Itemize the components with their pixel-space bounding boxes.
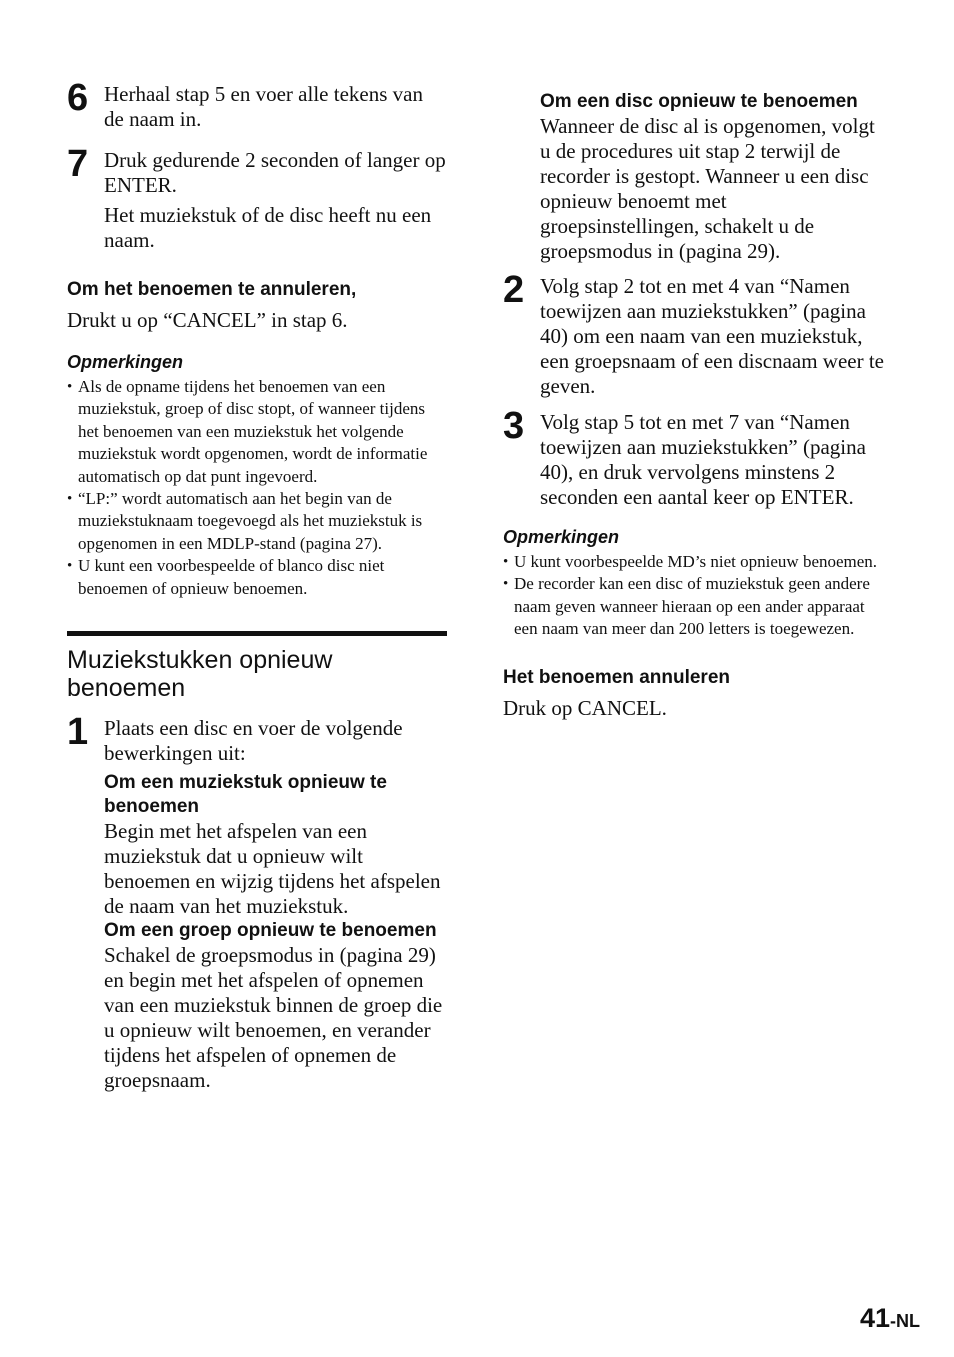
note-item: • De recorder kan een disc of muziekstuk geen andere naam geven wanneer hieraan op een ander apparaat een naam van meer dan 200 letters is toegewezen.	[503, 573, 888, 640]
step-3-text: Volg stap 5 tot en met 7 van “Namen toewijzen aan muziekstukken” (pagina 40), en druk vervolgens minstens 2 seconden een aantal keer op ENTER.	[540, 410, 866, 509]
step-3-number: 3	[503, 405, 525, 447]
step-3	[503, 405, 888, 510]
cancel-rename-heading: Het benoemen annuleren	[503, 666, 730, 688]
notes-list	[67, 376, 447, 600]
step-6	[67, 77, 447, 132]
notes-heading: Opmerkingen	[503, 527, 620, 547]
cancel-text: Drukt u op “CANCEL” in stap 6.	[67, 308, 348, 332]
section-title-line-2: benoemen	[67, 674, 186, 703]
step-1	[67, 711, 447, 1093]
cancel-heading: Om het benoemen te annuleren,	[67, 279, 357, 300]
rename-disc-text: Wanneer de disc al is opgenomen, volgt u de procedures uit stap 2 terwijl de recorder is gestopt. Wanneer u een disc opnieuw benoemt met groepsinstellingen, schakelt u de groepsmodus in (pagina 29).	[540, 114, 875, 263]
page-number	[860, 1301, 920, 1338]
step-6-text: Herhaal stap 5 en voer alle tekens van de naam in.	[104, 82, 423, 131]
section-title-line-1: Muziekstukken opnieuw	[67, 646, 333, 675]
step-7	[67, 143, 447, 253]
notes-list	[503, 551, 888, 641]
rename-group-heading: Om een groep opnieuw te benoemen	[104, 920, 437, 942]
note-item: • “LP:” wordt automatisch aan het begin van de muziekstuknaam toegevoegd als het muziekstuk is opgenomen in een MDLP-stand (pagina 27).	[67, 488, 447, 555]
rename-track-text: Begin met het afspelen van een muziekstuk dat u opnieuw wilt benoemen en wijzig tijdens het afspelen de naam van het muziekstuk.	[104, 819, 441, 919]
rename-group-text: Schakel de groepsmodus in (pagina 29) en begin met het afspelen of opnemen van een muziekstuk binnen de groep die u opnieuw wilt benoemen, en verander tijdens het afspelen of opnemen de groepsnaam.	[104, 943, 443, 1093]
step-1-text: Plaats een disc en voer de volgende bewerkingen uit:	[104, 716, 403, 766]
cancel-rename-text: Druk op CANCEL.	[503, 695, 667, 720]
note-item: • U kunt een voorbespeelde of blanco disc niet benoemen of opnieuw benoemen.	[67, 555, 447, 600]
section-title	[67, 646, 447, 702]
step-7-text: Druk gedurende 2 seconden of langer op ENTER.	[104, 148, 446, 197]
step-2-text: Volg stap 2 tot en met 4 van “Namen toewijzen aan muziekstukken” (pagina 40) om een naam van een muziekstuk, een groepsnaam of een discnaam weer te geven.	[540, 274, 884, 398]
step-1-number: 1	[67, 711, 89, 754]
step-6-number: 6	[67, 77, 89, 119]
page-number-value: 41	[860, 1303, 891, 1333]
left-column	[67, 77, 447, 1093]
rename-disc-heading: Om een disc opnieuw te benoemen	[540, 91, 858, 112]
rename-disc-block	[503, 90, 888, 264]
notes-heading: Opmerkingen	[67, 352, 184, 372]
rename-track-heading: Om een muziekstuk opnieuw te benoemen	[104, 772, 387, 818]
page-number-suffix: -NL	[890, 1311, 921, 1331]
right-column	[503, 90, 888, 721]
step-7-number: 7	[67, 143, 89, 185]
note-item: • U kunt voorbespeelde MD’s niet opnieuw benoemen.	[503, 551, 888, 573]
note-item: • Als de opname tijdens het benoemen van een muziekstuk, groep of disc stopt, of wanneer tijdens het benoemen van een muziekstuk het volgende muziekstuk wordt opgenomen, wordt de informatie automatisch op dat punt ingevoerd.	[67, 376, 447, 488]
section-rule	[67, 631, 447, 636]
step-7-result: Het muziekstuk of de disc heeft nu een naam.	[104, 203, 432, 252]
step-2	[503, 269, 888, 399]
step-2-number: 2	[503, 269, 525, 311]
